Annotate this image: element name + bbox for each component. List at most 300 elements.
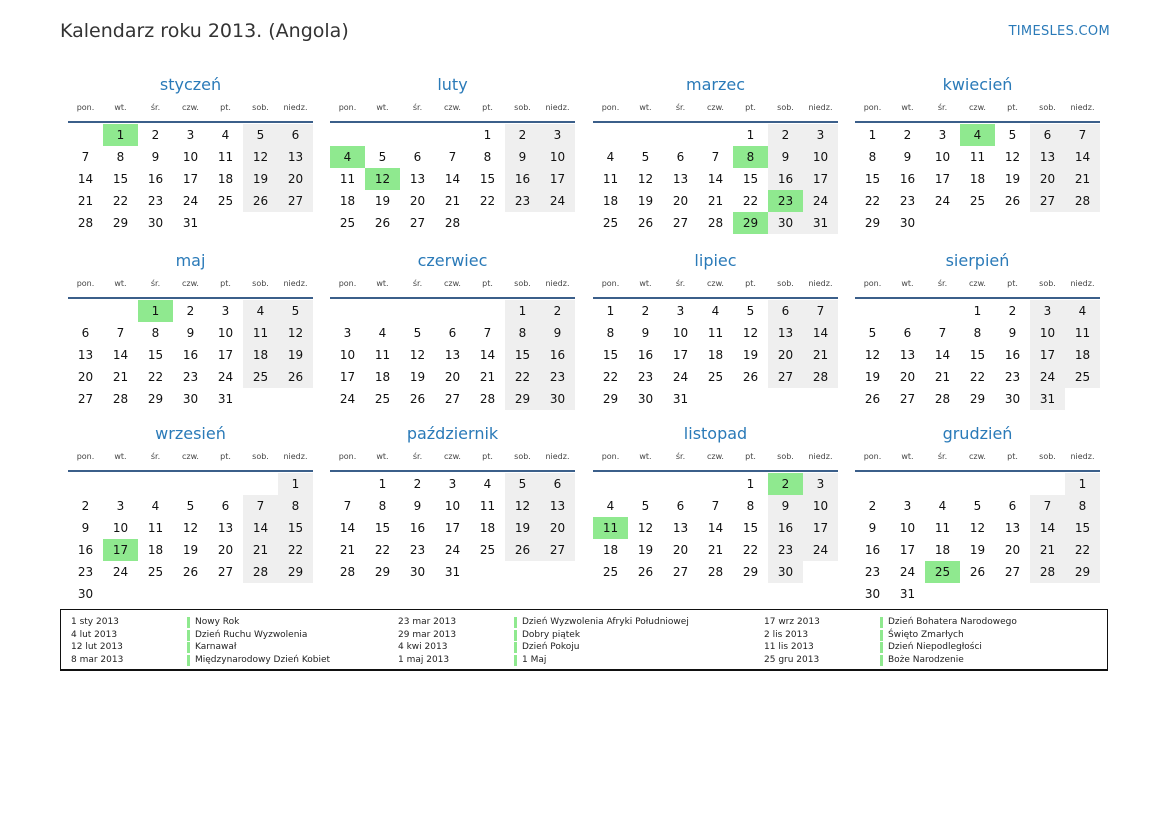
day-cell: 20 [1030, 168, 1065, 190]
empty-cell [68, 473, 103, 495]
day-cell: 22 [1065, 539, 1100, 561]
empty-cell [663, 473, 698, 495]
day-cell: 14 [479, 348, 496, 362]
day-cell: 5 [505, 473, 540, 495]
weekday-label: niedz. [1070, 103, 1095, 112]
day-cell: 15 [374, 521, 391, 535]
legend-row [398, 641, 728, 654]
day-grid [330, 299, 575, 410]
day-cell: 5 [868, 326, 877, 340]
day-cell: 15 [112, 172, 129, 186]
month-name: październik [406, 424, 499, 443]
day-cell: 17 [103, 539, 138, 561]
day-cell: 2 [151, 128, 160, 142]
weekday-label: sob. [1039, 279, 1056, 288]
day-cell: 6 [278, 124, 313, 146]
holiday-marker [880, 642, 883, 653]
day-cell: 27 [672, 565, 689, 579]
day-cell: 16 [409, 521, 426, 535]
holiday-marker [880, 617, 883, 628]
holiday-name: Święto Zmarłych [888, 629, 964, 640]
weekday-label: śr. [412, 103, 423, 112]
day-cell: 21 [444, 194, 461, 208]
day-cell: 9 [1008, 326, 1017, 340]
day-cell: 12 [243, 146, 278, 168]
legend-row [764, 629, 1094, 642]
day-cell: 3 [903, 499, 912, 513]
day-cell: 4 [378, 326, 387, 340]
day-cell: 13 [444, 348, 461, 362]
day-cell: 11 [707, 326, 724, 340]
day-cell: 18 [1065, 344, 1100, 366]
empty-cell [103, 300, 138, 322]
day-cell: 21 [243, 539, 278, 561]
day-cell: 12 [1004, 150, 1021, 164]
day-cell: 26 [182, 565, 199, 579]
day-cell: 4 [938, 499, 947, 513]
day-cell: 17 [339, 370, 356, 384]
day-cell: 5 [1008, 128, 1017, 142]
month-name: listopad [683, 424, 748, 443]
day-cell: 6 [221, 499, 230, 513]
day-cell: 1 [505, 300, 540, 322]
day-cell: 6 [1030, 124, 1065, 146]
day-cell: 19 [637, 194, 654, 208]
weekday-label: śr. [937, 279, 948, 288]
month-6 [330, 249, 575, 410]
day-cell: 19 [278, 344, 313, 366]
day-grid [855, 123, 1100, 234]
empty-cell [330, 473, 365, 495]
day-cell: 14 [444, 172, 461, 186]
weekday-label: pt. [1007, 279, 1018, 288]
day-cell: 24 [112, 565, 129, 579]
weekday-label: czw. [444, 452, 461, 461]
holiday-legend [60, 609, 1108, 671]
day-cell: 11 [479, 499, 496, 513]
day-cell: 24 [1030, 366, 1065, 388]
day-cell: 21 [339, 543, 356, 557]
holiday-name: Dobry piątek [522, 629, 581, 640]
day-grid [593, 472, 838, 583]
day-cell: 28 [707, 216, 724, 230]
month-3 [593, 73, 838, 234]
holiday-name: Dzień Wyzwolenia Afryki Południowej [522, 617, 689, 627]
day-cell: 12 [505, 495, 540, 517]
weekday-label: sob. [777, 103, 794, 112]
day-cell: 8 [1065, 495, 1100, 517]
day-cell: 22 [969, 370, 986, 384]
day-cell: 25 [217, 194, 234, 208]
day-cell: 7 [711, 499, 720, 513]
day-cell: 11 [374, 348, 391, 362]
holiday-name: Boże Narodzenie [888, 654, 964, 665]
day-cell: 17 [934, 172, 951, 186]
day-cell: 7 [243, 495, 278, 517]
day-cell: 27 [1030, 190, 1065, 212]
day-cell: 17 [672, 348, 689, 362]
day-cell: 15 [602, 348, 619, 362]
month-5 [68, 249, 313, 410]
day-cell: 11 [1065, 322, 1100, 344]
day-cell: 29 [505, 388, 540, 410]
weekday-label: pt. [745, 279, 756, 288]
day-cell: 29 [864, 216, 881, 230]
weekday-label: pon. [863, 103, 882, 112]
month-9 [68, 422, 313, 605]
day-cell: 29 [147, 392, 164, 406]
day-cell: 18 [934, 543, 951, 557]
day-cell: 12 [278, 322, 313, 344]
day-cell: 24 [803, 539, 838, 561]
day-cell: 7 [1030, 495, 1065, 517]
day-cell: 9 [868, 521, 877, 535]
empty-cell [68, 300, 103, 322]
day-cell: 23 [768, 539, 803, 561]
day-cell: 13 [672, 172, 689, 186]
weekday-header [330, 99, 575, 123]
weekday-label: niedz. [808, 279, 833, 288]
empty-cell [890, 300, 925, 322]
day-cell: 26 [969, 565, 986, 579]
day-cell: 5 [243, 124, 278, 146]
day-cell: 3 [221, 304, 230, 318]
day-cell: 27 [278, 190, 313, 212]
day-cell: 14 [339, 521, 356, 535]
day-cell: 2 [641, 304, 650, 318]
day-cell: 18 [147, 543, 164, 557]
day-cell: 31 [899, 587, 916, 601]
day-cell: 8 [483, 150, 492, 164]
weekday-header [68, 275, 313, 299]
day-grid [593, 123, 838, 234]
day-cell: 28 [339, 565, 356, 579]
weekday-label: czw. [969, 103, 986, 112]
day-cell: 19 [409, 370, 426, 384]
holiday-date: 23 mar 2013 [398, 617, 457, 627]
day-cell: 31 [672, 392, 689, 406]
day-cell: 5 [278, 300, 313, 322]
day-cell: 1 [378, 477, 387, 491]
day-cell: 26 [243, 190, 278, 212]
day-cell: 24 [182, 194, 199, 208]
day-cell: 22 [147, 370, 164, 384]
day-cell: 19 [637, 543, 654, 557]
month-name: styczeń [159, 75, 222, 94]
day-cell: 15 [864, 172, 881, 186]
day-cell: 7 [1065, 124, 1100, 146]
day-cell: 4 [221, 128, 230, 142]
day-cell: 6 [81, 326, 90, 340]
month-name: wrzesień [155, 424, 226, 443]
day-cell: 29 [969, 392, 986, 406]
legend-column [764, 616, 1094, 666]
day-cell: 15 [278, 517, 313, 539]
day-cell: 4 [606, 499, 615, 513]
day-cell: 29 [602, 392, 619, 406]
empty-cell [995, 473, 1030, 495]
day-cell: 5 [378, 150, 387, 164]
day-cell: 12 [864, 348, 881, 362]
day-cell: 25 [374, 392, 391, 406]
day-cell: 6 [903, 326, 912, 340]
weekday-label: wt. [376, 279, 389, 288]
day-cell: 4 [711, 304, 720, 318]
day-cell: 24 [672, 370, 689, 384]
day-cell: 1 [868, 128, 877, 142]
day-cell: 10 [899, 521, 916, 535]
weekday-label: pt. [1007, 103, 1018, 112]
empty-cell [400, 300, 435, 322]
weekday-label: sob. [252, 452, 269, 461]
day-cell: 23 [147, 194, 164, 208]
day-cell: 13 [540, 495, 575, 517]
day-cell: 25 [479, 543, 496, 557]
day-cell: 21 [803, 344, 838, 366]
day-cell: 9 [768, 146, 803, 168]
empty-cell [365, 124, 400, 146]
empty-cell [628, 473, 663, 495]
weekday-label: śr. [675, 452, 686, 461]
holiday-marker [880, 655, 883, 666]
weekday-label: wt. [114, 103, 127, 112]
weekday-label: śr. [675, 103, 686, 112]
day-cell: 8 [973, 326, 982, 340]
day-cell: 15 [479, 172, 496, 186]
weekday-label: pt. [1007, 452, 1018, 461]
day-cell: 20 [1004, 543, 1021, 557]
day-cell: 13 [768, 322, 803, 344]
weekday-label: pon. [338, 103, 357, 112]
holiday-date: 29 mar 2013 [398, 629, 457, 640]
legend-column [71, 616, 401, 666]
legend-row [71, 641, 401, 654]
day-cell: 3 [540, 124, 575, 146]
weekday-label: czw. [707, 103, 724, 112]
day-cell: 29 [1065, 561, 1100, 583]
empty-cell [330, 124, 365, 146]
weekday-label: pon. [338, 279, 357, 288]
day-cell: 1 [483, 128, 492, 142]
day-cell: 16 [182, 348, 199, 362]
day-cell: 20 [540, 517, 575, 539]
day-cell: 30 [637, 392, 654, 406]
weekday-label: niedz. [283, 279, 308, 288]
weekday-label: sob. [1039, 452, 1056, 461]
holiday-date: 2 lis 2013 [764, 629, 809, 640]
day-cell: 13 [1030, 146, 1065, 168]
weekday-label: sob. [514, 452, 531, 461]
day-cell: 7 [81, 150, 90, 164]
day-cell: 27 [77, 392, 94, 406]
empty-cell [470, 300, 505, 322]
empty-cell [698, 124, 733, 146]
weekday-label: wt. [639, 103, 652, 112]
day-cell: 8 [606, 326, 615, 340]
holiday-marker [514, 655, 517, 666]
day-cell: 7 [803, 300, 838, 322]
empty-cell [243, 473, 278, 495]
day-cell: 27 [217, 565, 234, 579]
holiday-date: 1 maj 2013 [398, 654, 450, 665]
day-cell: 23 [182, 370, 199, 384]
day-cell: 31 [182, 216, 199, 230]
weekday-label: sob. [1039, 103, 1056, 112]
day-cell: 11 [602, 172, 619, 186]
day-cell: 10 [803, 146, 838, 168]
empty-cell [400, 124, 435, 146]
day-cell: 27 [672, 216, 689, 230]
holiday-marker [187, 642, 190, 653]
day-grid [593, 299, 838, 410]
day-cell: 11 [243, 322, 278, 344]
day-cell: 24 [934, 194, 951, 208]
day-cell: 11 [147, 521, 164, 535]
weekday-label: śr. [937, 452, 948, 461]
day-cell: 18 [479, 521, 496, 535]
legend-row [71, 616, 401, 629]
day-cell: 14 [77, 172, 94, 186]
day-cell: 22 [278, 539, 313, 561]
day-cell: 11 [934, 521, 951, 535]
day-cell: 14 [243, 517, 278, 539]
day-cell: 9 [186, 326, 195, 340]
day-cell: 23 [768, 190, 803, 212]
legend-row [71, 654, 401, 667]
holiday-name: Dzień Bohatera Narodowego [888, 617, 1017, 627]
holiday-date: 11 lis 2013 [764, 642, 814, 653]
site-link[interactable]: TIMESLES.COM [1008, 24, 1110, 39]
day-cell: 4 [243, 300, 278, 322]
empty-cell [925, 300, 960, 322]
day-cell: 17 [899, 543, 916, 557]
empty-cell [68, 124, 103, 146]
weekday-label: czw. [182, 279, 199, 288]
day-grid [68, 123, 313, 234]
month-name: maj [175, 251, 206, 270]
weekday-label: pt. [482, 103, 493, 112]
weekday-label: niedz. [545, 452, 570, 461]
day-cell: 30 [1004, 392, 1021, 406]
weekday-label: śr. [150, 103, 161, 112]
day-cell: 4 [960, 124, 995, 146]
weekday-header [593, 448, 838, 472]
holiday-date: 25 gru 2013 [764, 654, 820, 665]
day-cell: 30 [182, 392, 199, 406]
day-cell: 21 [707, 194, 724, 208]
day-cell: 4 [483, 477, 492, 491]
day-grid [68, 472, 313, 605]
month-name: kwiecień [942, 75, 1013, 94]
day-cell: 29 [374, 565, 391, 579]
day-cell: 5 [186, 499, 195, 513]
holiday-marker [187, 630, 190, 641]
day-cell: 18 [969, 172, 986, 186]
holiday-name: Nowy Rok [195, 617, 240, 627]
day-cell: 6 [448, 326, 457, 340]
day-cell: 5 [413, 326, 422, 340]
day-cell: 1 [606, 304, 615, 318]
day-cell: 30 [409, 565, 426, 579]
day-cell: 15 [1065, 517, 1100, 539]
weekday-label: czw. [707, 279, 724, 288]
day-cell: 4 [606, 150, 615, 164]
day-cell: 18 [602, 194, 619, 208]
legend-row [764, 654, 1094, 667]
day-cell: 26 [864, 392, 881, 406]
day-cell: 26 [742, 370, 759, 384]
day-cell: 1 [746, 128, 755, 142]
day-cell: 1 [103, 124, 138, 146]
empty-cell [855, 473, 890, 495]
day-cell: 19 [864, 370, 881, 384]
day-cell: 21 [1065, 168, 1100, 190]
day-cell: 16 [540, 344, 575, 366]
day-cell: 30 [899, 216, 916, 230]
day-cell: 29 [112, 216, 129, 230]
day-cell: 16 [77, 543, 94, 557]
day-cell: 26 [1004, 194, 1021, 208]
day-cell: 8 [278, 495, 313, 517]
day-cell: 7 [448, 150, 457, 164]
day-cell: 24 [217, 370, 234, 384]
weekday-label: pt. [482, 452, 493, 461]
day-cell: 3 [116, 499, 125, 513]
day-cell: 2 [81, 499, 90, 513]
weekday-header [68, 99, 313, 123]
weekday-label: niedz. [808, 452, 833, 461]
day-cell: 18 [217, 172, 234, 186]
day-cell: 11 [969, 150, 986, 164]
day-cell: 1 [278, 473, 313, 495]
day-cell: 19 [1004, 172, 1021, 186]
weekday-header [855, 275, 1100, 299]
day-cell: 23 [540, 366, 575, 388]
weekday-label: pon. [76, 452, 95, 461]
holiday-marker [187, 655, 190, 666]
day-cell: 1 [1065, 473, 1100, 495]
day-cell: 24 [803, 190, 838, 212]
weekday-label: czw. [444, 103, 461, 112]
day-cell: 7 [483, 326, 492, 340]
weekday-label: wt. [639, 279, 652, 288]
day-cell: 4 [330, 146, 365, 168]
day-cell: 9 [505, 146, 540, 168]
weekday-label: śr. [150, 452, 161, 461]
day-cell: 1 [973, 304, 982, 318]
weekday-label: sob. [252, 279, 269, 288]
legend-row [764, 641, 1094, 654]
holiday-date: 1 sty 2013 [71, 617, 119, 627]
day-cell: 31 [1030, 388, 1065, 410]
weekday-header [855, 448, 1100, 472]
day-cell: 19 [505, 517, 540, 539]
legend-row [398, 654, 728, 667]
day-grid [330, 472, 575, 583]
holiday-name: Dzień Niepodległości [888, 642, 982, 653]
day-cell: 23 [637, 370, 654, 384]
weekday-label: wt. [114, 452, 127, 461]
day-cell: 24 [899, 565, 916, 579]
empty-cell [855, 300, 890, 322]
weekday-label: pt. [745, 103, 756, 112]
day-cell: 22 [742, 194, 759, 208]
holiday-marker [880, 630, 883, 641]
day-cell: 10 [1030, 322, 1065, 344]
day-cell: 16 [899, 172, 916, 186]
day-cell: 28 [77, 216, 94, 230]
day-cell: 14 [707, 172, 724, 186]
